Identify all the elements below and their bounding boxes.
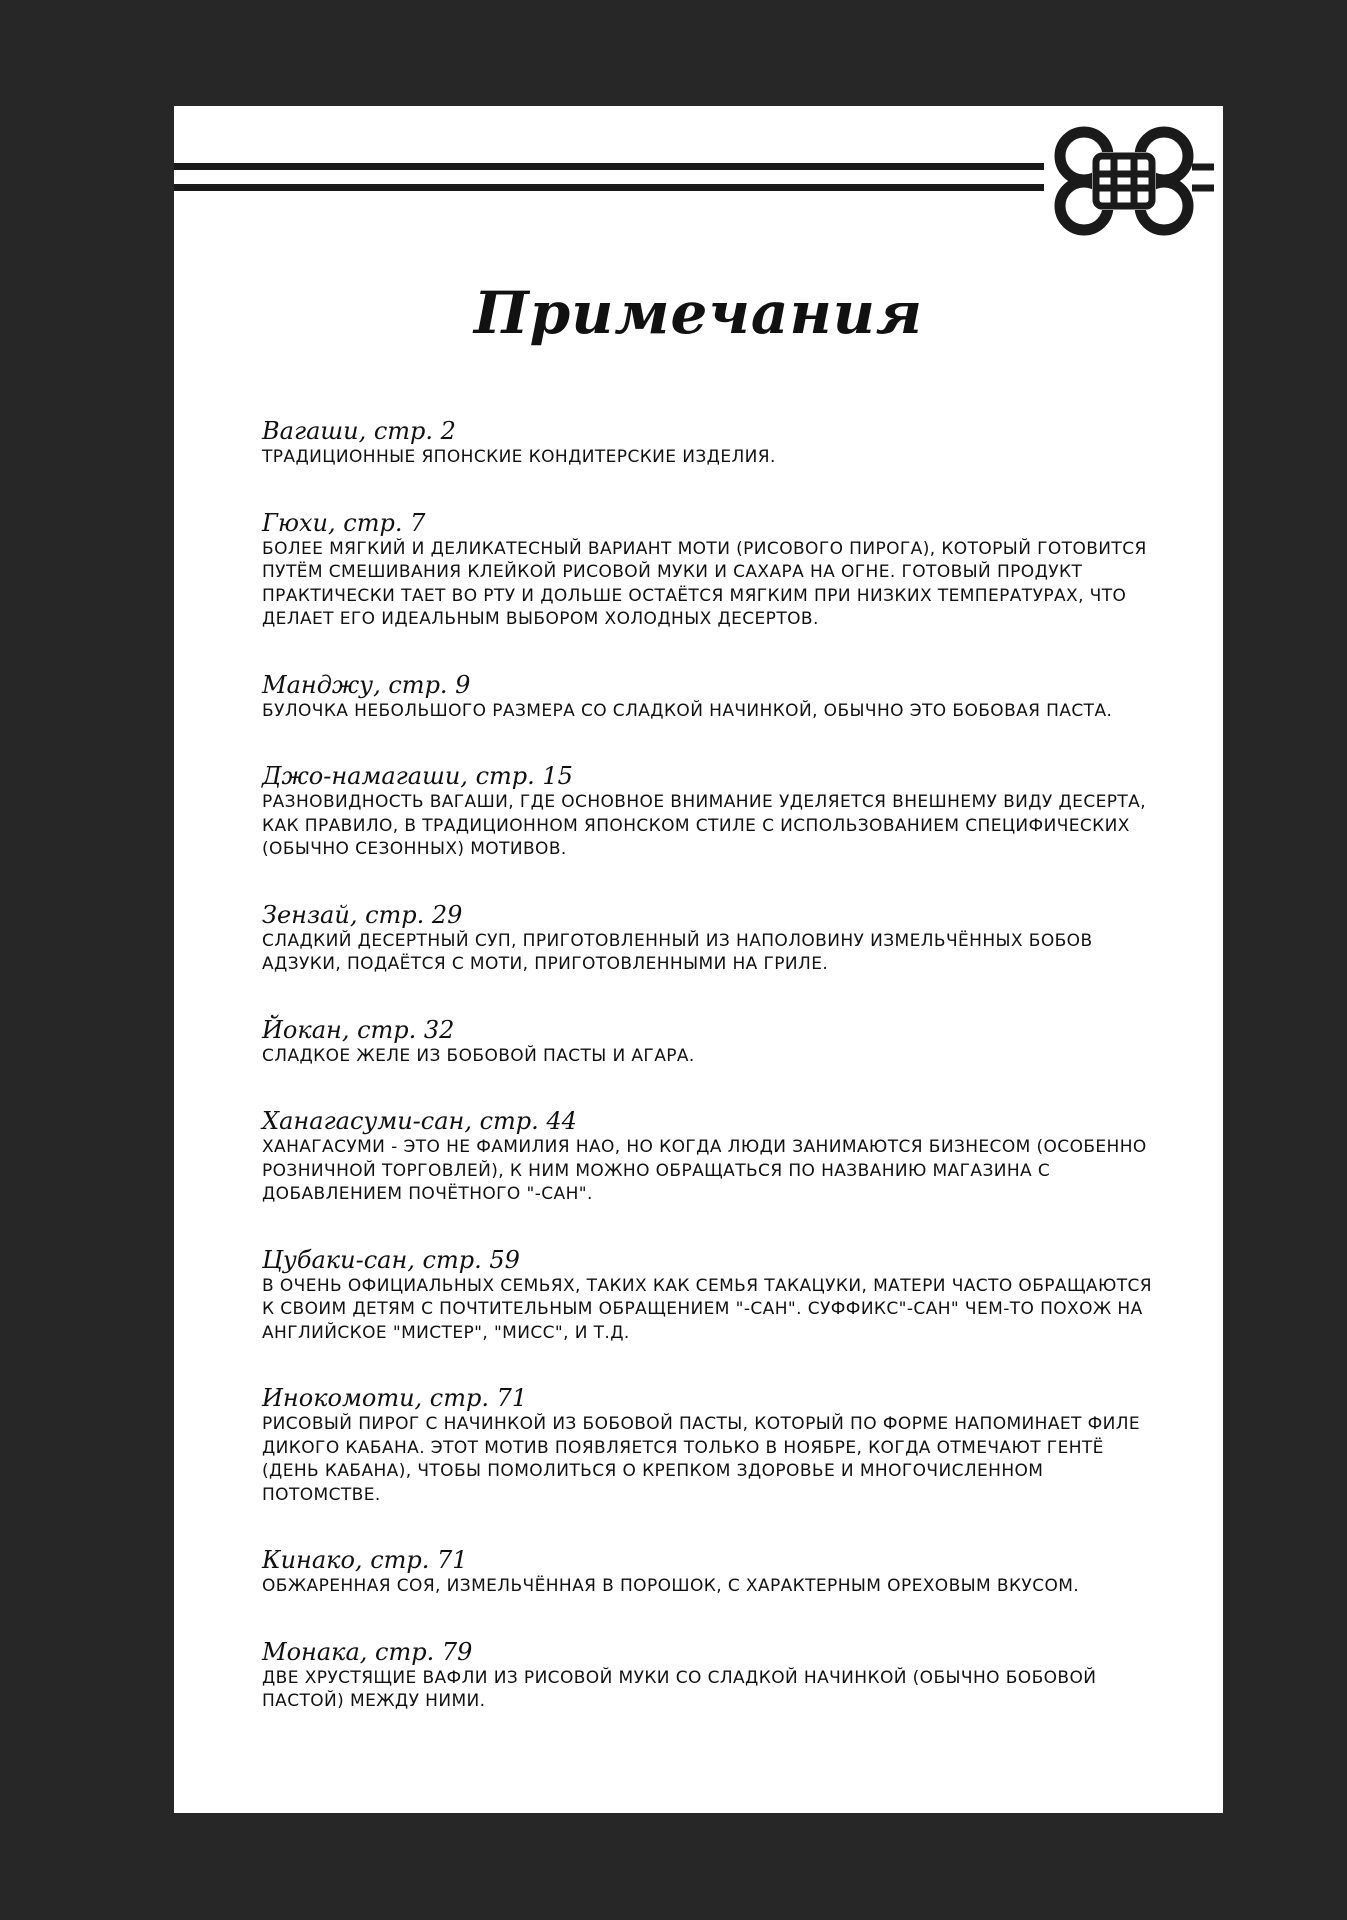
note-item <box>262 902 1162 977</box>
note-item <box>262 672 1162 724</box>
note-heading: Ханагасуми-сан, стр. 44 <box>262 1107 577 1135</box>
note-text: РИСОВЫЙ ПИРОГ С НАЧИНКОЙ ИЗ БОБОВОЙ ПАСТЫ, КОТОРЫЙ ПО ФОРМЕ НАПОМИНАЕТ ФИЛЕ ДИКОГО КАБАНА. ЭТОТ МОТИВ ПОЯВЛЯЕТСЯ ТОЛЬКО В НОЯБРЕ, КОГДА ОТМЕЧАЮТ ГЕНТЁ (ДЕНЬ КАБАНА), ЧТОБЫ ПОМОЛИТЬСЯ О КРЕПКОМ ЗДОРОВЬЕ И МНОГОЧИСЛЕННОМ ПОТОМСТВЕ. <box>262 1414 1141 1505</box>
note-text: БУЛОЧКА НЕБОЛЬШОГО РАЗМЕРА СО СЛАДКОЙ НАЧИНКОЙ, ОБЫЧНО ЭТО БОБОВАЯ ПАСТА. <box>262 700 1113 721</box>
note-heading: Инокомоти, стр. 71 <box>262 1384 528 1412</box>
note-heading: Монака, стр. 79 <box>262 1637 473 1666</box>
note-text: ДВЕ ХРУСТЯЩИЕ ВАФЛИ ИЗ РИСОВОЙ МУКИ СО СЛАДКОЙ НАЧИНКОЙ (ОБЫЧНО БОБОВОЙ ПАСТОЙ) МЕЖДУ НИМИ. <box>262 1667 1097 1711</box>
notes-page <box>174 106 1223 1813</box>
note-text: ТРАДИЦИОННЫЕ ЯПОНСКИЕ КОНДИТЕРСКИЕ ИЗДЕЛИЯ. <box>262 447 776 467</box>
notes-list <box>262 418 1162 1714</box>
note-item <box>262 1247 1162 1346</box>
note-heading: Вагаши, стр. 2 <box>262 417 456 445</box>
note-text: СЛАДКИЙ ДЕСЕРТНЫЙ СУП, ПРИГОТОВЛЕННЫЙ ИЗ НАПОЛОВИНУ ИЗМЕЛЬЧЁННЫХ БОБОВ АДЗУКИ, ПОДАЁТСЯ С МОТИ, ПРИГОТОВЛЕННЫМИ НА ГРИЛЕ. <box>262 930 1093 974</box>
note-item <box>262 1108 1162 1207</box>
header-rule-top <box>174 163 1044 170</box>
note-item <box>262 1385 1162 1507</box>
note-text: В ОЧЕНЬ ОФИЦИАЛЬНЫХ СЕМЬЯХ, ТАКИХ КАК СЕМЬЯ ТАКАЦУКИ, МАТЕРИ ЧАСТО ОБРАЩАЮТСЯ К СВОИМ ДЕТЯМ С ПОЧТИТЕЛЬНЫМ ОБРАЩЕНИЕМ "-САН". СУФФИКС"-САН" ЧЕМ-ТО ПОХОЖ НА АНГЛИЙСКОЕ "МИСТЕР", "МИСС", И Т.Д. <box>262 1275 1152 1343</box>
note-heading: Цубаки-сан, стр. 59 <box>262 1245 520 1274</box>
note-heading: Зензай, стр. 29 <box>262 900 463 929</box>
note-text: СЛАДКОЕ ЖЕЛЕ ИЗ БОБОВОЙ ПАСТЫ И АГАРА. <box>262 1045 695 1066</box>
note-heading: Гюхи, стр. 7 <box>262 508 426 537</box>
note-item <box>262 510 1162 632</box>
note-text: РАЗНОВИДНОСТЬ ВАГАШИ, ГДЕ ОСНОВНОЕ ВНИМАНИЕ УДЕЛЯЕТСЯ ВНЕШНЕМУ ВИДУ ДЕСЕРТА, КАК ПРАВИЛО, В ТРАДИЦИОННОМ ЯПОНСКОМ СТИЛЕ С ИСПОЛЬЗОВАНИЕМ СПЕЦИФИЧЕСКИХ (ОБЫЧНО СЕЗОННЫХ) МОТИВОВ. <box>262 792 1147 859</box>
note-item <box>262 1639 1162 1714</box>
note-text: БОЛЕЕ МЯГКИЙ И ДЕЛИКАТЕСНЫЙ ВАРИАНТ МОТИ (РИСОВОГО ПИРОГА), КОТОРЫЙ ГОТОВИТСЯ ПУТЁМ СМЕШИВАНИЯ КЛЕЙКОЙ РИСОВОЙ МУКИ И САХАРА НА ОГНЕ. ГОТОВЫЙ ПРОДУКТ ПРАКТИЧЕСКИ ТАЕТ ВО РТУ И ДОЛЬШЕ ОСТАЁТСЯ МЯГКИМ ПРИ НИЗКИХ ТЕМПЕРАТУРАХ, ЧТО ДЕЛАЕТ ЕГО ИДЕАЛЬНЫМ ВЫБОРОМ ХОЛОДНЫХ ДЕСЕРТОВ. <box>262 538 1147 629</box>
knot-ornament-icon <box>1034 116 1214 246</box>
note-item <box>262 418 1162 470</box>
note-text: ОБЖАРЕННАЯ СОЯ, ИЗМЕЛЬЧЁННАЯ В ПОРОШОК, С ХАРАКТЕРНЫМ ОРЕХОВЫМ ВКУСОМ. <box>262 1576 1080 1596</box>
note-heading: Кинако, стр. 71 <box>262 1546 468 1574</box>
note-item <box>262 1547 1162 1599</box>
note-item <box>262 1017 1162 1069</box>
note-heading: Манджу, стр. 9 <box>262 670 471 699</box>
note-heading: Джо-намагаши, стр. 15 <box>262 762 573 790</box>
note-item <box>262 763 1162 862</box>
note-text: ХАНАГАСУМИ - ЭТО НЕ ФАМИЛИЯ НАО, НО КОГДА ЛЮДИ ЗАНИМАЮТСЯ БИЗНЕСОМ (ОСОБЕННО РОЗНИЧНОЙ ТОРГОВЛЕЙ), К НИМ МОЖНО ОБРАЩАТЬСЯ ПО НАЗВАНИЮ МАГАЗИНА С ДОБАВЛЕНИЕМ ПОЧЁТНОГО "-САН". <box>262 1137 1147 1204</box>
page-title: Примечания <box>473 279 924 347</box>
note-heading: Йокан, стр. 32 <box>262 1015 455 1044</box>
header-rule-bottom <box>174 184 1044 191</box>
